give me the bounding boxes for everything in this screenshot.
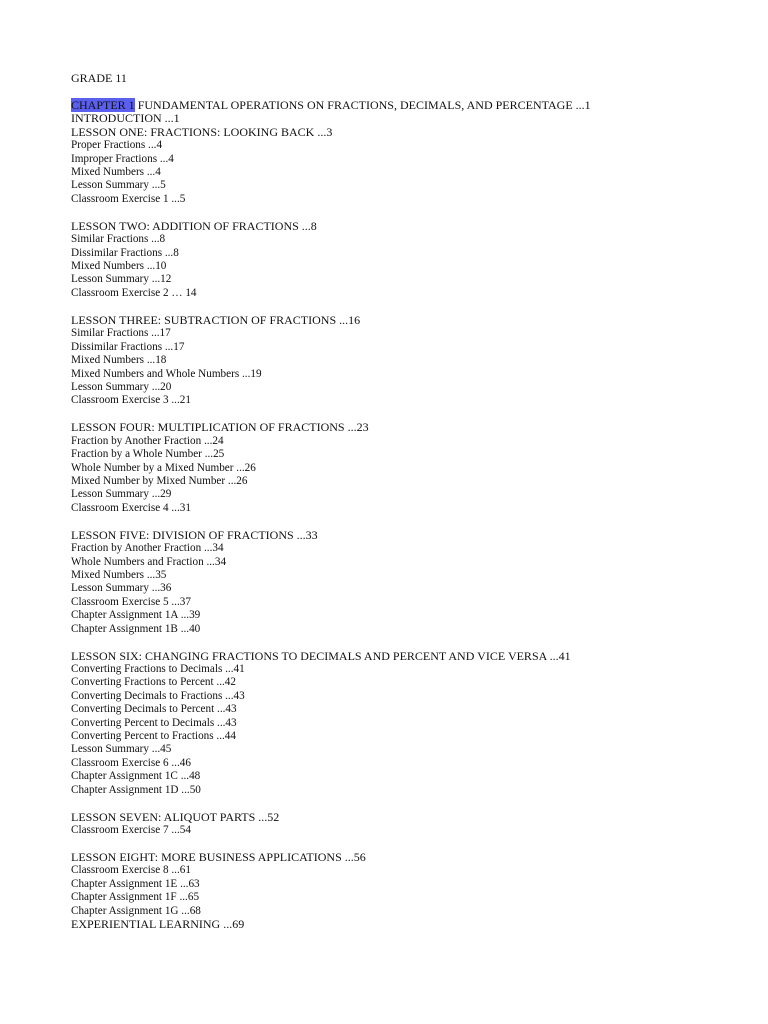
- toc-entry-line: Chapter Assignment 1G ...68: [71, 904, 201, 917]
- toc-entry-line: Whole Number by a Mixed Number ...26: [71, 461, 256, 474]
- grade-heading: GRADE 11: [71, 71, 127, 85]
- toc-entry-line: Classroom Exercise 2 … 14: [71, 286, 197, 299]
- toc-section: [71, 314, 748, 408]
- toc-entry-line: Whole Numbers and Fraction ...34: [71, 555, 227, 568]
- toc-entry-line: Mixed Numbers ...18: [71, 354, 167, 367]
- toc-entry-line: Mixed Numbers and Whole Numbers ...19: [71, 367, 262, 380]
- toc-entry-line: Chapter Assignment 1A ...39: [71, 609, 201, 622]
- toc-entry-line: Mixed Numbers ...4: [71, 166, 161, 179]
- chapter-title: FUNDAMENTAL OPERATIONS ON FRACTIONS, DECIMALS, AND PERCENTAGE ...1: [134, 98, 591, 112]
- toc-entry-line: Improper Fractions ...4: [71, 152, 174, 165]
- toc-entry-line: Classroom Exercise 3 ...21: [71, 394, 191, 407]
- toc-heading-line: LESSON FIVE: DIVISION OF FRACTIONS ...33: [71, 527, 318, 542]
- toc-heading-line: LESSON SEVEN: ALIQUOT PARTS ...52: [71, 809, 280, 824]
- toc-entry-line: Lesson Summary ...12: [71, 273, 172, 286]
- toc-heading-line: LESSON SIX: CHANGING FRACTIONS TO DECIMALS AND PERCENT AND VICE VERSA ...41: [71, 648, 571, 663]
- toc-entry-line: Mixed Numbers ...35: [71, 568, 167, 581]
- chapter-label-selected[interactable]: CHAPTER 1: [71, 98, 135, 112]
- toc-entry-line: Mixed Number by Mixed Number ...26: [71, 474, 248, 487]
- toc-entry-line: Fraction by Another Fraction ...24: [71, 434, 224, 447]
- chapter-heading: [71, 99, 748, 112]
- toc-section: [71, 811, 748, 838]
- toc-entry-line: Classroom Exercise 1 ...5: [71, 192, 186, 205]
- toc-heading-line: LESSON ONE: FRACTIONS: LOOKING BACK ...3: [71, 124, 333, 139]
- toc-heading-line: LESSON FOUR: MULTIPLICATION OF FRACTIONS ...23: [71, 420, 369, 435]
- toc-heading-line: LESSON TWO: ADDITION OF FRACTIONS ...8: [71, 218, 317, 233]
- toc-entry-line: Chapter Assignment 1F ...65: [71, 891, 200, 904]
- toc-entry-line: Chapter Assignment 1B ...40: [71, 622, 201, 635]
- toc-entry-line: Converting Fractions to Decimals ...41: [71, 663, 245, 675]
- toc-entry-line: Classroom Exercise 4 ...31: [71, 501, 191, 514]
- toc-section: [71, 851, 748, 931]
- toc-section: [71, 650, 748, 797]
- toc-entry-line: Classroom Exercise 7 ...54: [71, 824, 191, 837]
- toc-entry-line: Classroom Exercise 6 ...46: [71, 756, 191, 769]
- toc-entry-line: Dissimilar Fractions ...8: [71, 246, 179, 259]
- toc-entry-line: Chapter Assignment 1C ...48: [71, 770, 201, 783]
- toc-entry-line: Classroom Exercise 5 ...37: [71, 595, 191, 608]
- toc-entry-line: Chapter Assignment 1D ...50: [71, 783, 201, 796]
- toc-entry-line: Converting Decimals to Percent ...43: [71, 703, 237, 716]
- toc-entry-line: Converting Percent to Fractions ...44: [71, 730, 236, 743]
- toc-heading-line: EXPERIENTIAL LEARNING ...69: [71, 917, 245, 932]
- toc-heading-line: LESSON EIGHT: MORE BUSINESS APPLICATIONS ...56: [71, 850, 366, 865]
- toc-section: [71, 112, 748, 206]
- toc-entry-line: Lesson Summary ...36: [71, 582, 172, 595]
- toc-entry-line: Converting Decimals to Fractions ...43: [71, 689, 245, 702]
- toc-entry-line: Fraction by a Whole Number ...25: [71, 448, 225, 461]
- toc-section: [71, 421, 748, 515]
- toc-entry-line: Dissimilar Fractions ...17: [71, 340, 185, 353]
- toc-entry-line: Converting Fractions to Percent ...42: [71, 676, 236, 689]
- toc-entry-line: Classroom Exercise 8 ...61: [71, 864, 191, 877]
- toc-entry-line: Lesson Summary ...29: [71, 488, 172, 501]
- document-page: [71, 72, 748, 945]
- table-of-contents: [71, 112, 748, 931]
- toc-entry-line: Mixed Numbers ...10: [71, 260, 167, 273]
- toc-entry-line: Proper Fractions ...4: [71, 139, 163, 152]
- toc-entry-line: Fraction by Another Fraction ...34: [71, 542, 224, 555]
- toc-entry-line: Lesson Summary ...5: [71, 179, 166, 192]
- toc-section: [71, 529, 748, 636]
- toc-entry-line: Lesson Summary ...20: [71, 380, 172, 393]
- toc-entry-line: Converting Percent to Decimals ...43: [71, 716, 237, 729]
- toc-section: [71, 220, 748, 300]
- toc-heading-line: INTRODUCTION ...1: [71, 111, 180, 126]
- toc-heading-line: LESSON THREE: SUBTRACTION OF FRACTIONS ...16: [71, 312, 361, 327]
- toc-entry-line: Lesson Summary ...45: [71, 743, 172, 756]
- toc-entry-line: Similar Fractions ...17: [71, 327, 171, 340]
- toc-entry-line: Chapter Assignment 1E ...63: [71, 877, 200, 890]
- toc-entry-line: Similar Fractions ...8: [71, 233, 166, 246]
